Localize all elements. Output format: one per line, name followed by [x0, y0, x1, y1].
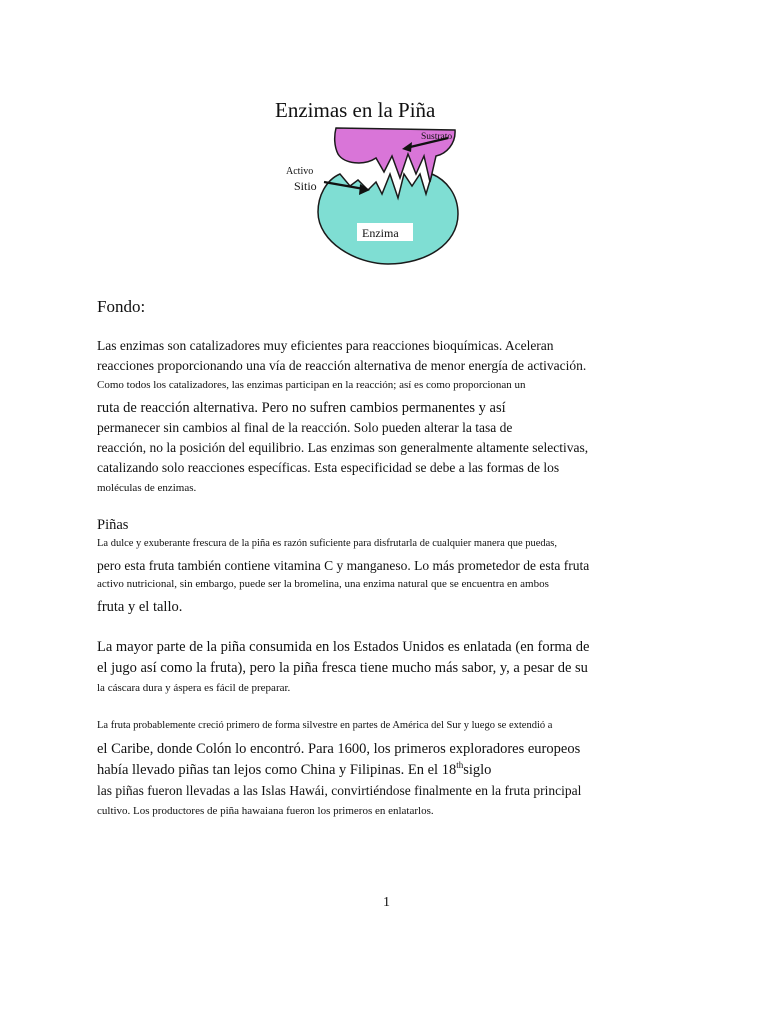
active-label: Activo — [286, 166, 314, 177]
enzyme-diagram-svg — [280, 124, 480, 274]
fondo-line-2: reacciones proporcionando una vía de reacción alternativa de menor energía de activación. — [97, 358, 587, 373]
site-label: Sitio — [294, 179, 317, 193]
pinas-p3-line-3-tail: siglo — [463, 762, 492, 778]
pinas-p2-line-2: el jugo así como la fruta), pero la piña fresca tiene mucho más sabor, y, a pesar de su — [97, 660, 588, 676]
pinas-heading: Piñas — [97, 517, 129, 533]
pinas-p3-line-4: las piñas fueron llevadas a las Islas Hawái, convirtiéndose finalmente en la fruta principal — [97, 783, 582, 798]
pinas-p2-line-3: la cáscara dura y áspera es fácil de preparar. — [97, 682, 291, 694]
enzyme-substrate-diagram — [280, 124, 480, 274]
fondo-line-7: catalizando solo reacciones específicas. Esta especificidad se debe a las formas de los — [97, 460, 560, 475]
pinas-p3-line-2: el Caribe, donde Colón lo encontró. Para 1600, los primeros exploradores europeos — [97, 741, 581, 757]
pinas-p3-line-1: La fruta probablemente creció primero de forma silvestre en partes de América del Sur y luego se extendió a — [97, 720, 553, 731]
pinas-p1-line-3: activo nutricional, sin embargo, puede ser la bromelina, una enzima natural que se encuentra en ambos — [97, 578, 549, 590]
pinas-p3-line-3 — [97, 762, 491, 779]
document-title: Enzimas en la Piña — [275, 98, 436, 122]
fondo-line-1: Las enzimas son catalizadores muy eficientes para reacciones bioquímicas. Aceleran — [97, 338, 554, 353]
page-number: 1 — [383, 895, 390, 910]
fondo-line-6: reacción, no la posición del equilibrio. Las enzimas son generalmente altamente selectivas, — [97, 440, 589, 455]
fondo-line-4: ruta de reacción alternativa. Pero no sufren cambios permanentes y así — [97, 400, 506, 416]
pinas-p1-line-1: La dulce y exuberante frescura de la piña es razón suficiente para disfrutarla de cualquier manera que puedas, — [97, 538, 558, 549]
enzyme-shape — [318, 174, 458, 264]
fondo-heading: Fondo: — [97, 297, 146, 316]
pinas-p1-line-4: fruta y el tallo. — [97, 599, 183, 615]
fondo-line-5: permanecer sin cambios al final de la reacción. Solo pueden alterar la tasa de — [97, 420, 513, 435]
pinas-p3-line-5: cultivo. Los productores de piña hawaiana fueron los primeros en enlatarlos. — [97, 805, 434, 817]
fondo-line-3: Como todos los catalizadores, las enzimas participan en la reacción; así es como proporcionan un — [97, 379, 526, 391]
enzyme-label: Enzima — [362, 226, 399, 240]
pinas-p3-line-3-text: había llevado piñas tan lejos como China y Filipinas. En el 18 — [97, 762, 457, 778]
pinas-p2-line-1: La mayor parte de la piña consumida en los Estados Unidos es enlatada (en forma de — [97, 639, 590, 655]
fondo-line-8: moléculas de enzimas. — [97, 482, 197, 494]
substrate-label: Sustrato — [421, 132, 453, 142]
ordinal-suffix: th — [456, 760, 464, 771]
pinas-p1-line-2: pero esta fruta también contiene vitamina C y manganeso. Lo más prometedor de esta fruta — [97, 558, 590, 573]
